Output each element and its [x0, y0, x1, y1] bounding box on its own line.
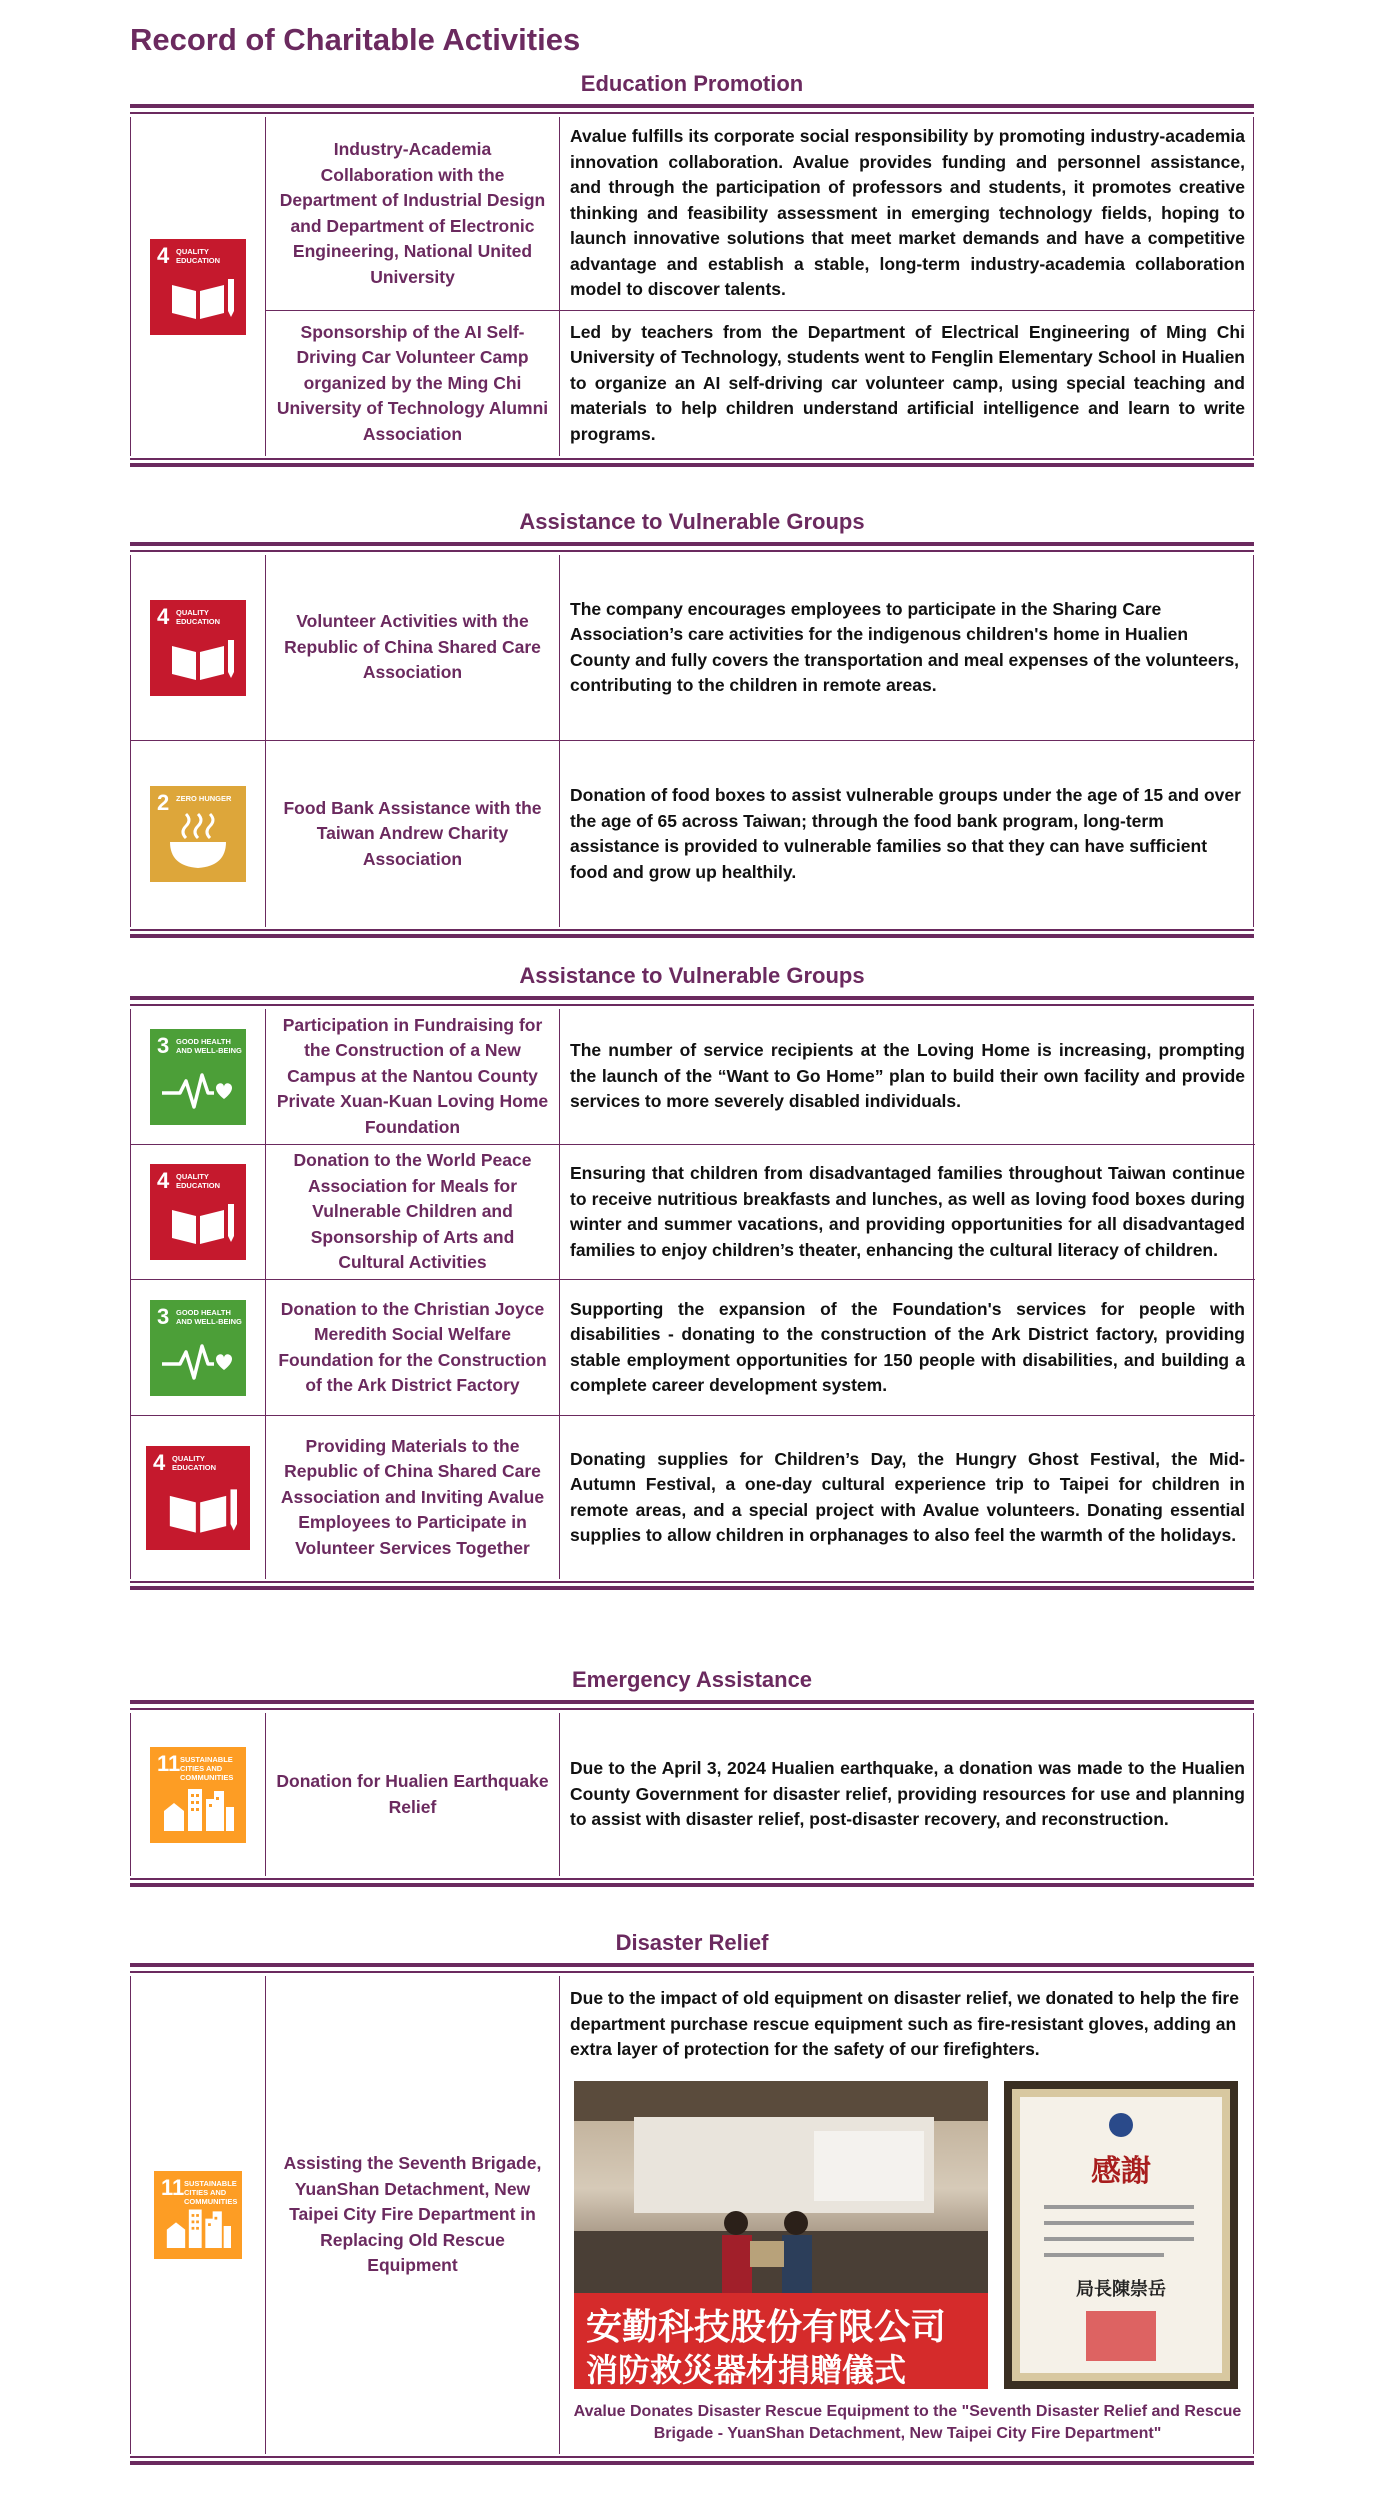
section-title: Assistance to Vulnerable Groups [519, 509, 865, 534]
sdg3-good-health-icon: 3 GOOD HEALTH AND WELL-BEING [150, 1029, 246, 1125]
sdg-icon-cell [131, 1145, 266, 1280]
activity-description: Due to the April 3, 2024 Hualien earthquake, a donation was made to the Hualien County Government for disaster relief, providing resources for use and planning to assist with disaster relief, post-disaster recovery, and reconstruction. [570, 1758, 1245, 1830]
activity-description: The number of service recipients at the Loving Home is increasing, prompting the launch of the “Want to Go Home” plan to build their own facility and provide services to more severely disabled individuals. [560, 1009, 1255, 1145]
activity-description: Avalue fulfills its corporate social responsibility by promoting industry-academia innovation collaboration. Avalue provides funding and personnel assistance, and through the participation of professors and students, it promotes creative thinking and feasibility assessment in emerging technology fields, hoping to launch innovative solutions that meet market demands and have a competitive advantage and establish a stable, long-term industry-academia collaboration model to discover talents. [560, 117, 1255, 311]
activity-description: Donating supplies for Children’s Day, the Hungry Ghost Festival, the Mid-Autumn Festival, a one-day cultural experience trip to Taipei for children in remote areas, and a special project with Avalue volunteers. Donating essential supplies to allow children in orphanages to also feel the warmth of the holidays. [570, 1448, 1245, 1545]
table-top-rule [130, 542, 1254, 555]
activity-table [130, 1976, 1254, 2454]
activity-description: Ensuring that children from disadvantaged families throughout Taiwan continue to receive nutritious breakfasts and lunches, as well as loving food boxes during winter and summer vacations, and providing opportunities for all disadvantaged families to enjoy children’s theater, enhancing the cultural literacy of children. [560, 1145, 1255, 1280]
activity-description-block [560, 1976, 1255, 2454]
activity-name: Industry-Academia Collaboration with the Department of Industrial Design and Department of Electronic Engineering, National United University [266, 117, 560, 311]
activity-table [130, 1009, 1254, 1579]
table-top-rule [130, 1963, 1254, 1976]
table-bottom-rule [130, 456, 1254, 469]
svg-text:消防救災器材捐贈儀式: 消防救災器材捐贈儀式 [586, 2350, 907, 2389]
activity-name: Donation for Hualien Earthquake Relief [266, 1713, 560, 1876]
section-title: Disaster Relief [615, 1930, 769, 1955]
sdg4-quality-education-icon: 4 QUALITY EDUCATION [150, 600, 246, 696]
table-bottom-rule [130, 927, 1254, 940]
activity-name: Food Bank Assistance with the Taiwan Andrew Charity Association [266, 741, 560, 927]
table-bottom-rule [130, 2454, 1254, 2467]
photo-gallery [570, 2081, 1245, 2389]
activity-description: Led by teachers from the Department of Electrical Engineering of Ming Chi University of Technology, students went to Fenglin Elementary School in Hualien to organize an AI self-driving car volunteer camp, using special teaching and materials to help children understand artificial intelligence and learn to write programs. [570, 321, 1245, 444]
sdg-icon-cell [131, 1416, 266, 1579]
section-assistance-vulnerable-groups [130, 502, 1254, 940]
table-bottom-rule [130, 1579, 1254, 1592]
section-education-promotion [130, 64, 1254, 469]
activity-description: Supporting the expansion of the Foundation's services for people with disabilities - donating to the construction of the Ark District factory, providing stable employment opportunities for 150 people with disabilities, and building a complete career development system. [560, 1280, 1255, 1416]
activity-table [130, 555, 1254, 927]
activity-name: Sponsorship of the AI Self-Driving Car Volunteer Camp organized by the Ming Chi University of Technology Alumni Association [266, 311, 560, 456]
activity-description: Donation of food boxes to assist vulnerable groups under the age of 15 and over the age of 65 across Taiwan; through the food bank program, long-term assistance is provided to vulnerable families so that they can have sufficient food and grow up healthily. [570, 785, 1241, 882]
sdg-icon-cell [131, 1713, 266, 1876]
table-top-rule [130, 996, 1254, 1009]
sdg-icon-cell [131, 555, 266, 741]
section-disaster-relief [130, 1923, 1254, 2467]
activity-description: Due to the impact of old equipment on disaster relief, we donated to help the fire department purchase rescue equipment such as fire-resistant gloves, adding an extra layer of protection for the safety of our firefighters. [570, 1988, 1239, 2059]
table-bottom-rule [130, 1876, 1254, 1889]
section-title: Education Promotion [580, 71, 804, 96]
activity-description: The company encourages employees to participate in the Sharing Care Association’s care activities for the indigenous children's home in Hualien County and fully covers the transportation and meal expenses of the volunteers, contributing to the children in remote areas. [560, 555, 1255, 741]
activity-name: Donation to the World Peace Association for Meals for Vulnerable Children and Sponsorship of Arts and Cultural Activities [266, 1145, 560, 1280]
sdg11-sustainable-cities-icon: 11 SUSTAINABLE CITIES AND COMMUNITIES [150, 1747, 246, 1843]
section-title: Emergency Assistance [571, 1667, 813, 1692]
sdg4-quality-education-icon: 4 QUALITY EDUCATION [146, 1446, 250, 1550]
sdg11-sustainable-cities-icon: 11 SUSTAINABLE CITIES AND COMMUNITIES [154, 2171, 242, 2259]
activity-name: Donation to the Christian Joyce Meredith Social Welfare Foundation for the Construction of the Ark District Factory [266, 1280, 560, 1416]
donation-ceremony-photo [574, 2081, 988, 2389]
section-assistance-vulnerable-groups-2 [130, 956, 1254, 1592]
sdg-icon-cell [131, 1009, 266, 1145]
section-emergency-assistance [130, 1660, 1254, 1889]
activity-name: Volunteer Activities with the Republic of China Shared Care Association [266, 555, 560, 741]
sdg4-quality-education-icon: 4 QUALITY EDUCATION [150, 1164, 246, 1260]
sdg-icon-cell [131, 1976, 266, 2454]
sdg3-good-health-icon: 3 GOOD HEALTH AND WELL-BEING [150, 1300, 246, 1396]
svg-text:局長陳崇岳: 局長陳崇岳 [1076, 2278, 1166, 2300]
table-top-rule [130, 1700, 1254, 1713]
sdg-icon-cell [131, 741, 266, 927]
section-title: Assistance to Vulnerable Groups [519, 963, 865, 988]
activity-name: Assisting the Seventh Brigade, YuanShan Detachment, New Taipei City Fire Department in Replacing Old Rescue Equipment [266, 1976, 560, 2454]
activity-name: Providing Materials to the Republic of China Shared Care Association and Inviting Avalue Employees to Participate in Volunteer Services Together [266, 1416, 560, 1579]
photo-caption: Avalue Donates Disaster Rescue Equipment to the "Seventh Disaster Relief and Rescue Brigade - YuanShan Detachment, New Taipei City Fire Department" [573, 2402, 1242, 2442]
svg-text:感謝: 感謝 [1091, 2153, 1151, 2189]
certificate-of-appreciation-photo [1004, 2081, 1238, 2389]
activity-table [130, 117, 1254, 456]
activity-name: Participation in Fundraising for the Construction of a New Campus at the Nantou County Private Xuan-Kuan Loving Home Foundation [266, 1009, 560, 1145]
page-title: Record of Charitable Activities [130, 22, 581, 57]
activity-table [130, 1713, 1254, 1876]
table-top-rule [130, 104, 1254, 117]
sdg2-zero-hunger-icon: 2 ZERO HUNGER [150, 786, 246, 882]
sdg-icon-cell [131, 1280, 266, 1416]
svg-text:安勤科技股份有限公司: 安勤科技股份有限公司 [586, 2306, 947, 2348]
sdg4-quality-education-icon: 4 QUALITY EDUCATION [150, 239, 246, 335]
sdg-icon-cell [131, 117, 266, 456]
